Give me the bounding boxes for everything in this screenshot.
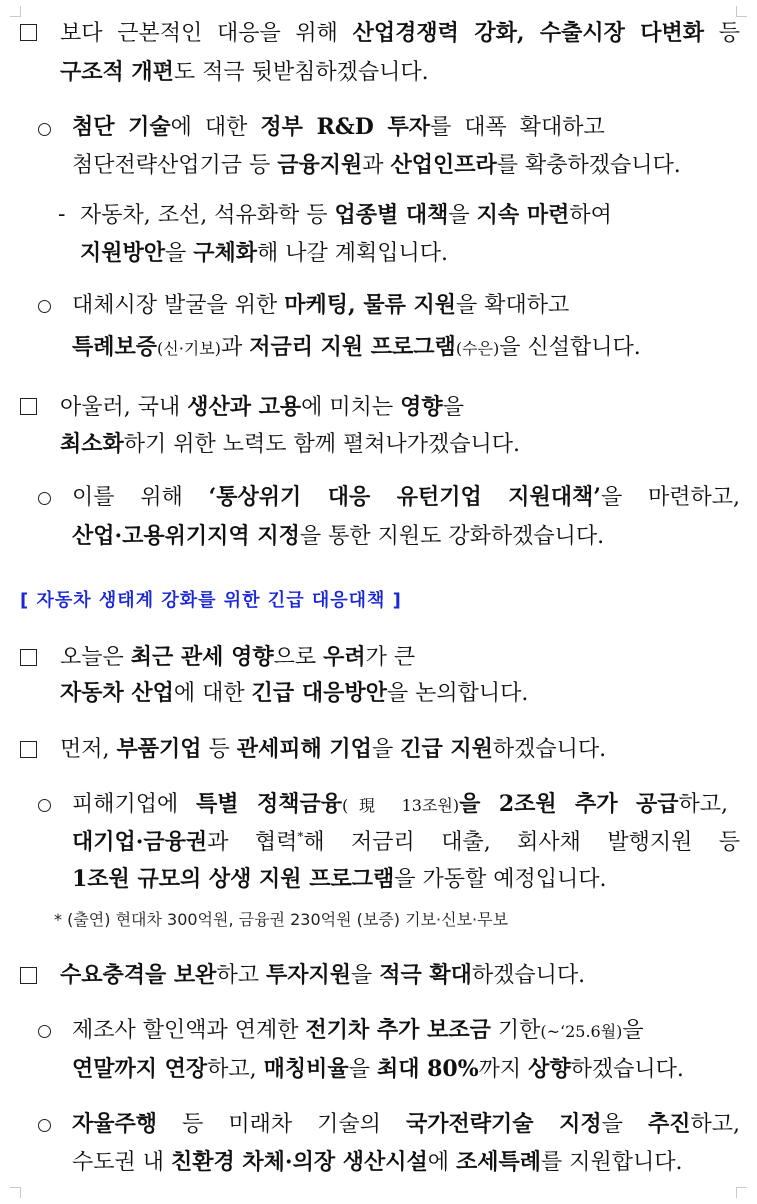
text-run: (~‘25.6월): [540, 1022, 623, 1041]
text-run: 매칭비율: [263, 1056, 349, 1082]
text-run: 수도권 내: [72, 1150, 171, 1175]
text-run: 가 큰: [365, 645, 416, 670]
text-run: 하여: [569, 203, 612, 228]
text-run: 까지: [478, 1057, 529, 1082]
text-run: 첨단 기술: [72, 114, 171, 140]
text-run: 을 가동할 예정입니다.: [394, 867, 607, 892]
circle-bullet-icon: [38, 799, 51, 812]
text-run: 자율주행: [72, 1111, 158, 1137]
text-run: 자동차 산업: [60, 680, 174, 706]
text-run: 우려: [323, 644, 366, 670]
text-run: 에: [427, 1150, 457, 1175]
paragraph-3-line-1: [60, 642, 415, 673]
text-run: 제조사 할인액과 연계한: [72, 1018, 306, 1043]
text-run: 을: [448, 203, 477, 228]
text-run: 추진: [647, 1111, 691, 1137]
text-run: 하겠습니다.: [492, 737, 607, 762]
paragraph-1b-line-1: [72, 290, 569, 321]
text-run: 관세피해 기업: [236, 736, 372, 762]
paragraph-1-line-2: [60, 57, 429, 88]
text-run: ‘통상위기 대응 유턴기업 지원대책’: [208, 484, 601, 510]
text-run: 하고: [216, 963, 266, 988]
paragraph-1a-line-1: [72, 112, 605, 143]
text-run: 과: [362, 153, 391, 178]
text-run: 지속 마련: [476, 202, 570, 228]
paragraph-5a-line-1: [72, 1015, 644, 1047]
text-run: 영향: [400, 394, 443, 420]
circle-bullet-icon: [38, 123, 51, 136]
text-run: 1조원 규모의 상생 지원 프로그램: [72, 866, 395, 892]
paragraph-1b-line-2: [72, 332, 641, 364]
text-run: 를 확충하겠습니다.: [496, 153, 681, 178]
text-run: 을: [350, 963, 380, 988]
text-run: 먼저,: [60, 737, 117, 762]
text-run: 피해기업에: [72, 792, 197, 817]
text-run: 특별 정책금융: [196, 791, 342, 817]
text-run: 최소화: [60, 431, 124, 457]
text-run: 마케팅, 물류 지원: [284, 292, 456, 318]
text-run: 부품기업: [116, 736, 202, 762]
text-run: 기한: [490, 1018, 541, 1043]
text-run: 금융지원: [277, 152, 363, 178]
text-run: 산업인프라: [390, 152, 497, 178]
text-run: 도 적극 뒷받침하겠습니다.: [173, 60, 429, 85]
text-run: 을 통한 지원도 강화하겠습니다.: [299, 524, 605, 549]
text-run: 긴급 지원: [400, 736, 493, 762]
square-bullet-icon: [20, 649, 37, 666]
text-run: 을 신설합니다.: [499, 335, 641, 360]
text-run: 조세특례: [456, 1149, 542, 1175]
paragraph-4-line-1: [60, 734, 606, 765]
text-run: (신·기보): [157, 339, 221, 358]
text-run: 으로: [273, 645, 324, 670]
text-run: 산업·고용위기지역 지정: [72, 523, 300, 549]
text-run: 하고,: [678, 792, 728, 817]
paragraph-4a-line-2: [72, 827, 740, 858]
paragraph-4a-line-3: [72, 864, 606, 895]
text-run: 과: [220, 335, 250, 360]
text-run: 을 논의합니다.: [386, 681, 529, 706]
text-run: 하겠습니다.: [570, 1057, 684, 1082]
text-run: 하고,: [207, 1057, 264, 1082]
text-run: 해 저금리 대출, 회사채 발행지원 등: [303, 830, 740, 855]
paragraph-2-line-2: [60, 429, 520, 460]
text-run: 을 마련하고,: [600, 485, 741, 510]
text-run: 등: [201, 737, 237, 762]
paragraph-5-line-1: [60, 960, 585, 991]
text-run: 산업경쟁력 강화, 수출시장 다변화: [352, 20, 705, 46]
text-run: 을: [442, 395, 464, 420]
paragraph-5a-line-2: [72, 1054, 684, 1085]
text-run: 을: [371, 737, 401, 762]
text-run: 에 대한: [173, 681, 252, 706]
text-run: 해 나갈 계획입니다.: [257, 241, 449, 266]
footnote: * (출연) 현대차 300억원, 금융권 230억원 (보증) 기보·신보·무보: [54, 910, 509, 929]
circle-bullet-icon: [38, 492, 51, 505]
text-run: 전기차 추가 보조금: [305, 1017, 491, 1043]
text-run: 연말까지 연장: [72, 1056, 208, 1082]
page-corner-mark-bottom-right: [736, 1187, 747, 1198]
text-run: 를 대폭 확대하고: [429, 115, 605, 140]
paragraph-2a-line-2: [72, 521, 604, 552]
text-run: 를 지원합니다.: [541, 1150, 683, 1175]
paragraph-4a-line-1: [72, 789, 728, 821]
text-run: (수은): [455, 339, 500, 358]
page-corner-mark-top-left: [10, 6, 21, 17]
text-run: *: [297, 829, 304, 844]
page-corner-mark-bottom-left: [10, 1187, 21, 1198]
square-bullet-icon: [20, 24, 37, 41]
text-run: 적극 확대: [379, 962, 472, 988]
text-run: 국가전략기술 지정: [405, 1111, 602, 1137]
text-run: 저금리 지원 프로그램: [249, 334, 456, 360]
text-run: 대체시장 발굴을 위한: [72, 293, 285, 318]
text-run: 을: [601, 1112, 648, 1137]
text-run: 대기업·금융권: [72, 829, 208, 855]
paragraph-1a1-line-1: [80, 200, 612, 231]
text-run: 생산과 고용: [187, 394, 302, 420]
text-run: 하기 위한 노력도 함께 펼쳐나가겠습니다.: [123, 432, 521, 457]
square-bullet-icon: [20, 398, 37, 415]
text-run: 업종별 대책: [334, 202, 449, 228]
text-run: 에 미치는: [301, 395, 401, 420]
dash-bullet-icon: -: [58, 202, 66, 227]
text-run: 을 2조원 추가 공급: [459, 791, 679, 817]
paragraph-1a-line-2: [72, 150, 681, 181]
text-run: 자동차, 조선, 석유화학 등: [80, 203, 335, 228]
text-run: 과 협력: [207, 830, 298, 855]
circle-bullet-icon: [38, 300, 51, 313]
text-run: 구체화: [193, 240, 258, 266]
page-corner-mark-top-right: [736, 6, 747, 17]
text-run: (現 13조원): [341, 796, 460, 815]
text-run: 최대 80%: [376, 1056, 479, 1082]
circle-bullet-icon: [38, 1119, 51, 1132]
text-run: 첨단전략산업기금 등: [72, 153, 278, 178]
text-run: 구조적 개편: [60, 59, 174, 85]
text-run: 오늘은: [60, 645, 131, 670]
square-bullet-icon: [20, 741, 37, 758]
text-run: 하겠습니다.: [471, 963, 586, 988]
paragraph-1a1-line-2: [80, 238, 448, 269]
text-run: 수요충격을 보완: [60, 962, 217, 988]
text-run: 하고,: [690, 1112, 740, 1137]
text-run: 등 미래차 기술의: [157, 1112, 406, 1137]
text-run: 특례보증: [72, 334, 158, 360]
text-run: 긴급 대응방안: [251, 680, 387, 706]
text-run: 등: [704, 21, 741, 46]
text-run: 상향: [528, 1056, 571, 1082]
paragraph-3-line-2: [60, 678, 528, 709]
paragraph-2-line-1: [60, 392, 464, 423]
paragraph-5b-line-1: [72, 1109, 740, 1140]
text-run: 보다 근본적인 대응을 위해: [60, 21, 353, 46]
text-run: 에 대한: [170, 115, 261, 140]
text-run: 친환경 차체·의장 생산시설: [171, 1149, 428, 1175]
text-run: 정부 R&D 투자: [260, 114, 430, 140]
section-heading: [ 자동차 생태계 강화를 위한 긴급 대응대책 ]: [20, 590, 402, 611]
text-run: 지원방안: [80, 240, 166, 266]
circle-bullet-icon: [38, 1025, 51, 1038]
paragraph-1-line-1: [60, 18, 740, 49]
text-run: 을: [348, 1057, 377, 1082]
text-run: 을: [622, 1018, 644, 1043]
text-run: 최근 관세 영향: [130, 644, 274, 670]
text-run: 을 확대하고: [456, 293, 570, 318]
text-run: 투자지원: [265, 962, 351, 988]
text-run: 을: [165, 241, 194, 266]
paragraph-5b-line-2: [72, 1147, 683, 1178]
square-bullet-icon: [20, 967, 37, 984]
text-run: 아울러, 국내: [60, 395, 188, 420]
paragraph-2a-line-1: [72, 482, 740, 513]
text-run: 이를 위해: [72, 485, 209, 510]
